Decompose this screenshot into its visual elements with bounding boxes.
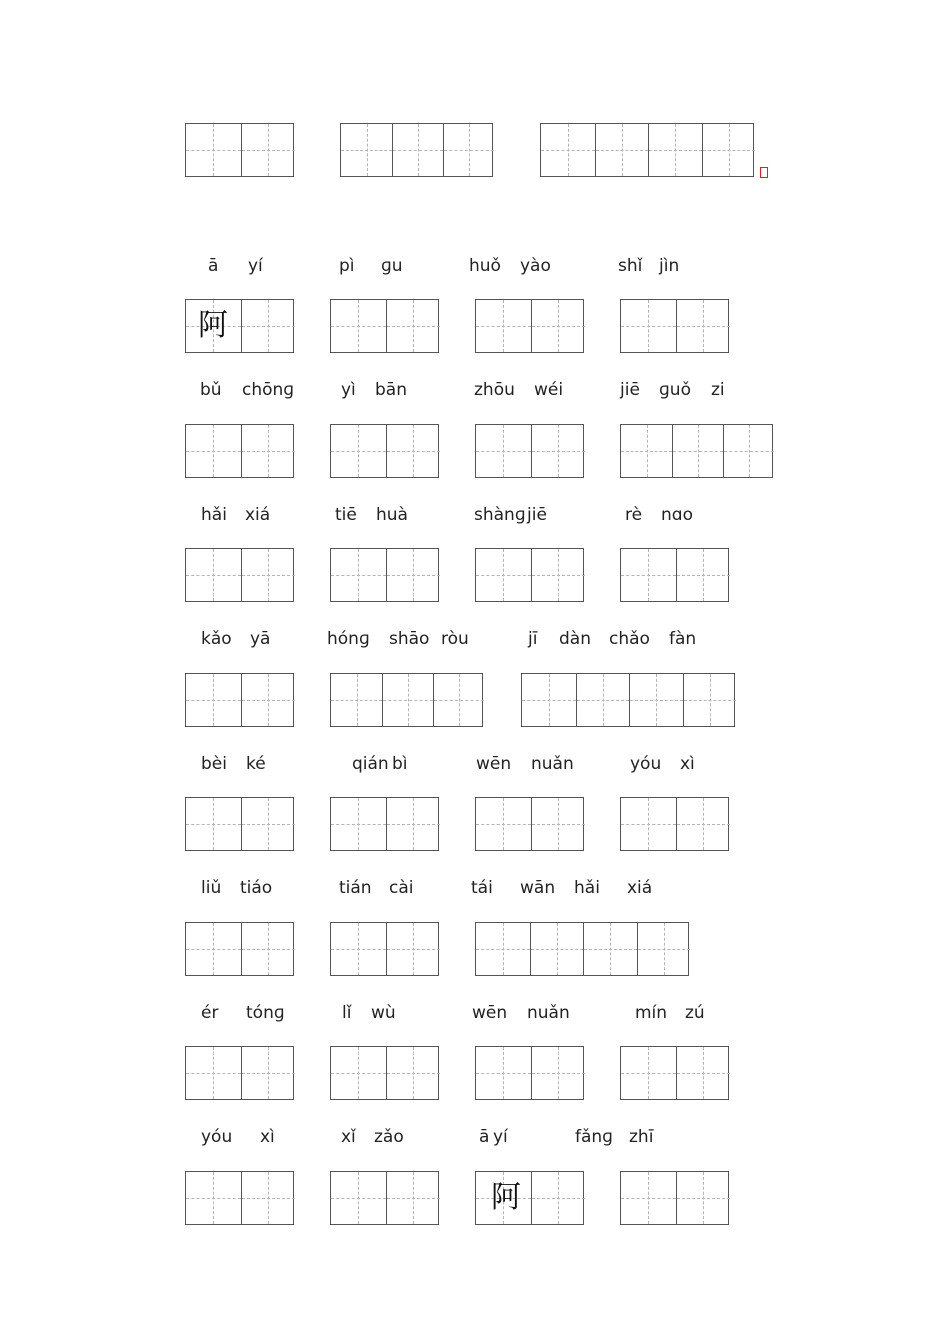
pinyin-syllable: huà [376,505,408,525]
pinyin-syllable: ɡuǒ [659,380,691,400]
pinyin-syllable: tián [339,878,372,898]
pinyin-syllable: bān [375,380,407,400]
pinyin-syllable: ròu [441,629,469,649]
pinyin-syllable: huǒ [469,256,501,276]
answer-tian-box[interactable] [330,548,439,602]
tian-cell[interactable] [241,1172,296,1224]
tian-cell[interactable] [676,300,731,352]
tian-cell[interactable] [331,549,386,601]
pinyin-syllable: xiá [245,505,271,525]
pinyin-syllable: chōnɡ [242,380,295,400]
tian-cell[interactable] [621,425,672,477]
tian-cell[interactable] [331,300,386,352]
pinyin-syllable: yā [250,629,271,649]
tian-cell[interactable] [531,425,586,477]
tian-cell[interactable] [476,549,531,601]
pinyin-syllable: jiē [620,380,640,400]
tian-cell[interactable] [531,1047,586,1099]
tian-cell[interactable] [576,674,630,726]
tian-cell[interactable] [386,549,441,601]
tian-cell[interactable] [676,798,731,850]
red-square-mark [760,167,768,178]
pinyin-syllable: fàn [669,629,697,649]
pinyin-syllable: yóu [630,754,662,774]
header-tian-box-3[interactable] [540,123,754,177]
tian-cell[interactable] [702,124,756,176]
pinyin-syllable: wù [371,1003,396,1023]
answer-tian-box[interactable] [475,922,689,976]
pinyin-syllable: jī [528,629,538,649]
tian-cell[interactable] [476,300,531,352]
pinyin-syllable: tiáo [240,878,273,898]
answer-tian-box[interactable] [521,673,735,727]
tian-cell[interactable] [621,300,676,352]
pinyin-syllable: lǐ [342,1003,352,1023]
tian-cell[interactable] [386,1047,441,1099]
tian-cell[interactable] [186,798,241,850]
answer-tian-box[interactable] [620,548,729,602]
tian-cell[interactable] [241,923,296,975]
tian-cell[interactable] [386,425,441,477]
pinyin-syllable: bì [392,754,408,774]
pinyin-syllable: hǎi [201,505,227,525]
tian-cell[interactable] [392,124,443,176]
tian-cell[interactable] [186,923,241,975]
tian-cell[interactable] [186,1047,241,1099]
tian-cell[interactable] [648,124,702,176]
tian-cell[interactable] [583,923,637,975]
pinyin-syllable: mín [635,1003,668,1023]
header-tian-box-1[interactable] [185,123,294,177]
pinyin-syllable: ké [246,754,266,774]
tian-cell[interactable] [186,674,241,726]
pinyin-syllable: zi [711,380,725,400]
tian-cell[interactable] [530,923,584,975]
pinyin-syllable: pì [339,256,355,276]
tian-cell[interactable] [382,674,433,726]
pinyin-syllable: zǎo [374,1127,404,1147]
pinyin-syllable: xì [680,754,695,774]
pinyin-syllable: ā [479,1127,490,1147]
tian-cell[interactable] [241,425,296,477]
answer-tian-box[interactable] [475,548,584,602]
tian-cell[interactable] [531,1172,586,1224]
pinyin-syllable: yí [248,256,263,276]
pinyin-syllable: wēn [476,754,512,774]
tian-cell[interactable] [186,549,241,601]
answer-tian-box[interactable] [330,1046,439,1100]
tian-cell[interactable] [621,1172,676,1224]
answer-tian-box[interactable] [185,424,294,478]
pinyin-syllable: yì [341,380,356,400]
pinyin-syllable: zú [685,1003,705,1023]
pinyin-syllable: wéi [534,380,564,400]
pinyin-syllable: rè [625,505,643,525]
tian-cell[interactable] [386,923,441,975]
pinyin-syllable: xì [260,1127,275,1147]
tian-cell[interactable] [341,124,392,176]
pinyin-syllable: nuǎn [531,754,574,774]
tian-cell[interactable] [476,923,530,975]
tian-cell[interactable] [433,674,484,726]
tian-cell[interactable] [476,798,531,850]
answer-tian-box[interactable] [475,299,584,353]
answer-tian-box[interactable] [185,548,294,602]
pinyin-syllable: tiē [335,505,357,525]
pinyin-syllable: bǔ [200,380,222,400]
tian-cell[interactable] [241,300,296,352]
tian-cell[interactable] [531,798,586,850]
pinyin-syllable: wān [520,878,556,898]
tian-cell[interactable] [331,1047,386,1099]
tian-cell[interactable] [331,798,386,850]
answer-tian-box[interactable] [620,424,773,478]
tian-cell[interactable] [637,923,691,975]
answer-tian-box[interactable] [330,1171,439,1225]
tian-cell[interactable] [476,1047,531,1099]
tian-cell[interactable] [241,674,296,726]
tian-cell[interactable] [531,300,586,352]
tian-cell[interactable] [241,798,296,850]
tian-cell[interactable] [186,425,241,477]
tian-cell[interactable] [241,124,296,176]
tian-cell[interactable] [541,124,595,176]
tian-cell[interactable] [723,425,774,477]
answer-tian-box[interactable] [475,797,584,851]
pinyin-syllable: cài [389,878,414,898]
pinyin-syllable: chǎo [609,629,650,649]
tian-cell[interactable] [595,124,649,176]
answer-tian-box[interactable] [475,424,584,478]
answer-tian-box[interactable] [620,1171,729,1225]
answer-tian-box[interactable] [620,797,729,851]
pinyin-syllable: tónɡ [246,1003,285,1023]
tian-cell[interactable] [241,1047,296,1099]
pinyin-syllable: qián [352,754,389,774]
answer-tian-box[interactable] [330,797,439,851]
pinyin-syllable: xǐ [341,1127,356,1147]
pinyin-syllable: kǎo [201,629,232,649]
pinyin-syllable: zhī [629,1127,654,1147]
pinyin-syllable: nɑo [661,505,693,525]
answer-tian-box[interactable] [185,1171,294,1225]
answer-tian-box[interactable] [185,673,294,727]
tian-cell[interactable] [683,674,737,726]
answer-tian-box[interactable] [330,299,439,353]
pinyin-syllable: yí [493,1127,508,1147]
pinyin-syllable: bèi [201,754,227,774]
header-tian-box-2[interactable] [340,123,493,177]
pinyin-syllable: nuǎn [527,1003,570,1023]
pinyin-syllable: liǔ [201,878,222,898]
pinyin-syllable: fǎnɡ [575,1127,613,1147]
pinyin-syllable: yào [520,256,551,276]
tian-cell[interactable] [386,1172,441,1224]
pinyin-syllable: hónɡ [327,629,370,649]
pinyin-syllable: ɡu [381,256,403,276]
answer-tian-box[interactable] [620,1046,729,1100]
answer-tian-box[interactable] [475,1046,584,1100]
pinyin-syllable: jìn [659,256,680,276]
pinyin-syllable: xiá [627,878,653,898]
tian-cell[interactable] [331,674,382,726]
tian-cell[interactable] [331,923,386,975]
tian-cell[interactable] [621,798,676,850]
tian-cell[interactable] [241,549,296,601]
tian-cell[interactable] [443,124,494,176]
answer-tian-box[interactable] [330,922,439,976]
filled-character: 阿 [198,308,228,343]
answer-tian-box[interactable] [185,922,294,976]
tian-cell[interactable] [629,674,683,726]
tian-cell[interactable] [676,549,731,601]
tian-cell[interactable] [672,425,723,477]
answer-tian-box[interactable] [185,797,294,851]
tian-cell[interactable] [522,674,576,726]
tian-cell[interactable] [531,549,586,601]
tian-cell[interactable] [621,549,676,601]
pinyin-syllable: zhōu [474,380,515,400]
tian-cell[interactable] [186,124,241,176]
tian-cell[interactable] [676,1172,731,1224]
pinyin-syllable: dàn [559,629,591,649]
tian-cell[interactable] [386,798,441,850]
answer-tian-box[interactable] [620,299,729,353]
tian-cell[interactable] [331,425,386,477]
pinyin-syllable: hǎi [574,878,600,898]
pinyin-syllable: tái [471,878,493,898]
tian-cell[interactable] [386,300,441,352]
pinyin-syllable: jiē [527,505,547,525]
pinyin-syllable: wēn [472,1003,508,1023]
tian-cell[interactable] [621,1047,676,1099]
tian-cell[interactable] [676,1047,731,1099]
pinyin-syllable: ér [201,1003,219,1023]
answer-tian-box[interactable] [185,1046,294,1100]
filled-character: 阿 [491,1180,521,1215]
tian-cell[interactable] [476,425,531,477]
tian-cell[interactable] [186,1172,241,1224]
pinyin-syllable: shāo [389,629,430,649]
pinyin-syllable: shànɡ [474,505,526,525]
answer-tian-box[interactable] [330,424,439,478]
pinyin-syllable: ā [208,256,219,276]
pinyin-syllable: yóu [201,1127,233,1147]
tian-cell[interactable] [331,1172,386,1224]
answer-tian-box[interactable] [330,673,483,727]
pinyin-syllable: shǐ [618,256,643,276]
